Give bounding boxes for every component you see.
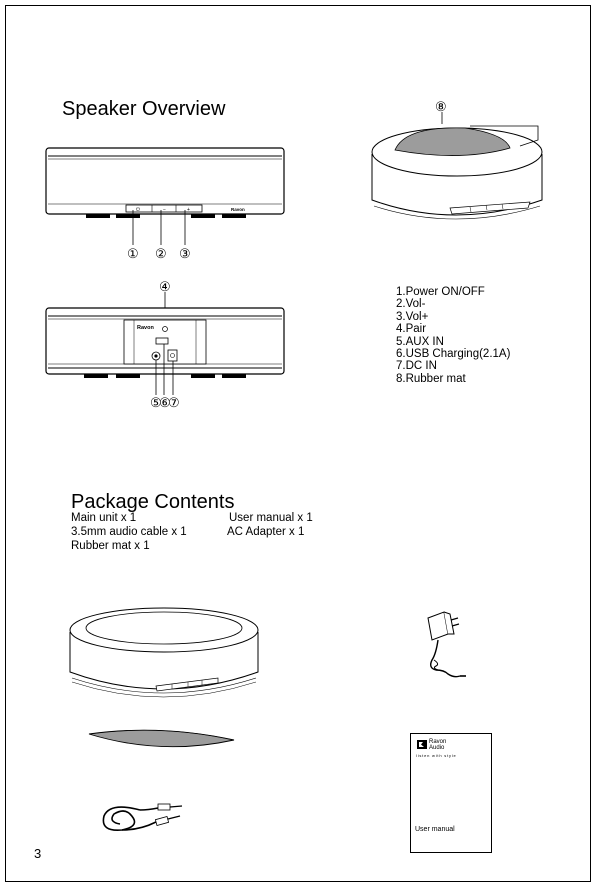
speaker-top-diagram: [370, 112, 550, 224]
ravon-logo-icon: [417, 740, 427, 749]
page-number: 3: [34, 846, 42, 861]
legend-item: 5.AUX IN: [396, 335, 444, 348]
svg-text:−: −: [163, 207, 166, 213]
package-title: Package Contents: [71, 491, 235, 513]
main-unit-illustration: [68, 606, 264, 696]
legend-item: 8.Rubber mat: [396, 372, 466, 385]
callout-7: ⑦: [168, 395, 180, 410]
callout-2: ②: [155, 246, 167, 261]
svg-text:+: +: [187, 207, 190, 213]
manual-brand-line2: Audio: [429, 745, 445, 751]
callout-6: ⑥: [159, 395, 171, 410]
legend-item: 1.Power ON/OFF: [396, 286, 485, 298]
callout-3: ③: [179, 246, 191, 261]
item-audio-cable: 3.5mm audio cable x 1: [71, 526, 187, 538]
legend-item: 4.Pair: [396, 323, 427, 336]
rubber-mat-illustration: [86, 726, 238, 752]
legend-item: 3.Vol+: [396, 310, 429, 323]
manual-label: User manual: [415, 826, 455, 833]
item-user-manual: User manual x 1: [229, 512, 313, 524]
item-ac-adapter: AC Adapter x 1: [227, 526, 305, 538]
callout-4: ④: [159, 279, 171, 294]
item-rubber-mat: Rubber mat x 1: [71, 540, 150, 552]
speaker-back-diagram: [46, 292, 286, 404]
user-manual-booklet: [410, 733, 492, 853]
legend-item: 6.USB Charging(2.1A): [396, 348, 511, 361]
front-brand-mark: Ravon: [231, 207, 245, 212]
manual-brand-line1: Ravon: [429, 739, 447, 745]
callout-5: ⑤: [150, 395, 162, 410]
manual-tagline: listen with style: [416, 753, 457, 758]
control-legend: [396, 286, 510, 385]
legend-item: 7.DC IN: [396, 360, 437, 373]
audio-cable-illustration: [100, 800, 200, 840]
callout-8: ⑧: [435, 99, 447, 114]
overview-title: Speaker Overview: [62, 98, 226, 120]
back-brand-mark: Ravon: [137, 325, 154, 331]
callout-1: ①: [127, 246, 139, 261]
item-main-unit: Main unit x 1: [71, 512, 137, 524]
ac-adapter-illustration: [418, 604, 468, 684]
svg-text:⏻: ⏻: [136, 207, 140, 213]
legend-item: 2.Vol-: [396, 298, 426, 311]
